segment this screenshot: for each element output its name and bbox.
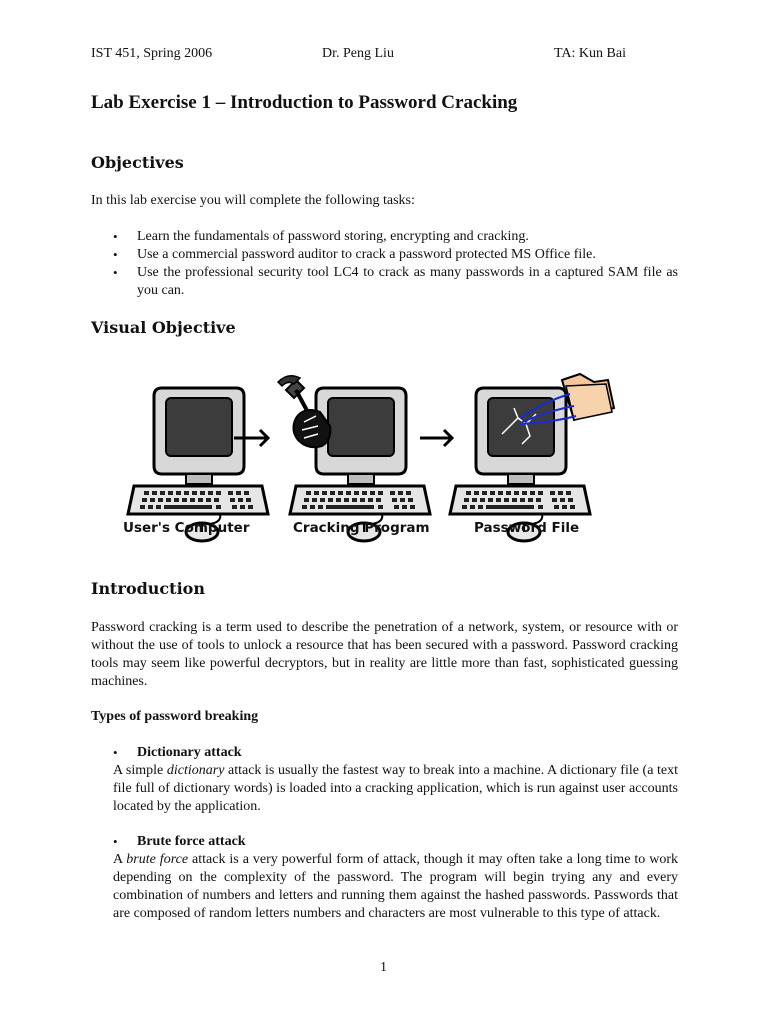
description-text: attack is usually the fastest way to break into a machine. A dictionary file (a text file full of dictionary words) is loaded into a cracking application, which is run against user accounts located by the application. [113, 763, 679, 814]
description-emphasis: dictionary [166, 763, 225, 778]
attack-item-brute-force [91, 833, 678, 923]
visual-objective-figure [118, 360, 638, 545]
bullet-icon: • [113, 247, 118, 262]
bullet-icon: • [113, 265, 118, 280]
header-ta: TA: Kun Bai [554, 46, 626, 61]
attack-description [113, 762, 678, 816]
objectives-intro: In this lab exercise you will complete the following tasks: [91, 193, 415, 208]
description-emphasis: brute force [126, 852, 189, 867]
description-text: A simple [113, 763, 167, 778]
task-item [91, 228, 678, 246]
task-text: Use a commercial password auditor to crack a password protected MS Office file. [137, 247, 596, 262]
types-heading: Types of password breaking [91, 709, 259, 724]
task-text: Use the professional security tool LC4 to crack as many passwords in a captured SAM file as you can. [137, 265, 678, 298]
objectives-heading: Objectives [91, 153, 184, 172]
page-number: 1 [380, 960, 387, 975]
computer-icon [128, 388, 268, 541]
visual-objective-heading: Visual Objective [91, 318, 236, 337]
attack-list [91, 833, 678, 923]
task-item [91, 264, 678, 300]
description-text: attack is a very powerful form of attack, though it may often take a long time to work depending on the complexity of the password. The program will begin trying any and every combination of numbers and letters and running them against the hashed passwords. Passwords that are composed of random letters numbers and characters are most vulnerable to this type of attack. [113, 852, 678, 921]
attack-title: Brute force attack [137, 834, 246, 849]
introduction-paragraph: Password cracking is a term used to describe the penetration of a network, system, or resource with or without the use of tools to unlock a resource that has been secured with a password. Password cracking tools may seem like powerful decryptors, but in reality are little more than fast, sophisticated guessing machines. [91, 620, 678, 689]
attack-description [113, 851, 678, 923]
caption-password-file: Password File [474, 520, 580, 536]
computer-icon [450, 388, 590, 541]
description-text: A [113, 852, 127, 867]
bullet-icon: • [113, 834, 118, 849]
attack-item-dictionary [91, 744, 678, 816]
objectives-task-list [91, 228, 678, 300]
attack-title: Dictionary attack [137, 745, 242, 760]
caption-users-computer: User's Computer [123, 520, 250, 536]
bullet-icon: • [113, 229, 118, 244]
page-title: Lab Exercise 1 – Introduction to Password Cracking [91, 92, 518, 113]
task-item [91, 246, 678, 264]
bullet-icon: • [113, 745, 118, 760]
attack-list [91, 744, 678, 816]
header-course: IST 451, Spring 2006 [91, 46, 213, 61]
header-instructor: Dr. Peng Liu [322, 46, 394, 61]
caption-cracking-program: Cracking Program [293, 520, 430, 536]
introduction-heading: Introduction [91, 579, 205, 598]
arrow-right-icon [420, 430, 452, 446]
task-text: Learn the fundamentals of password storing, encrypting and cracking. [137, 229, 529, 244]
